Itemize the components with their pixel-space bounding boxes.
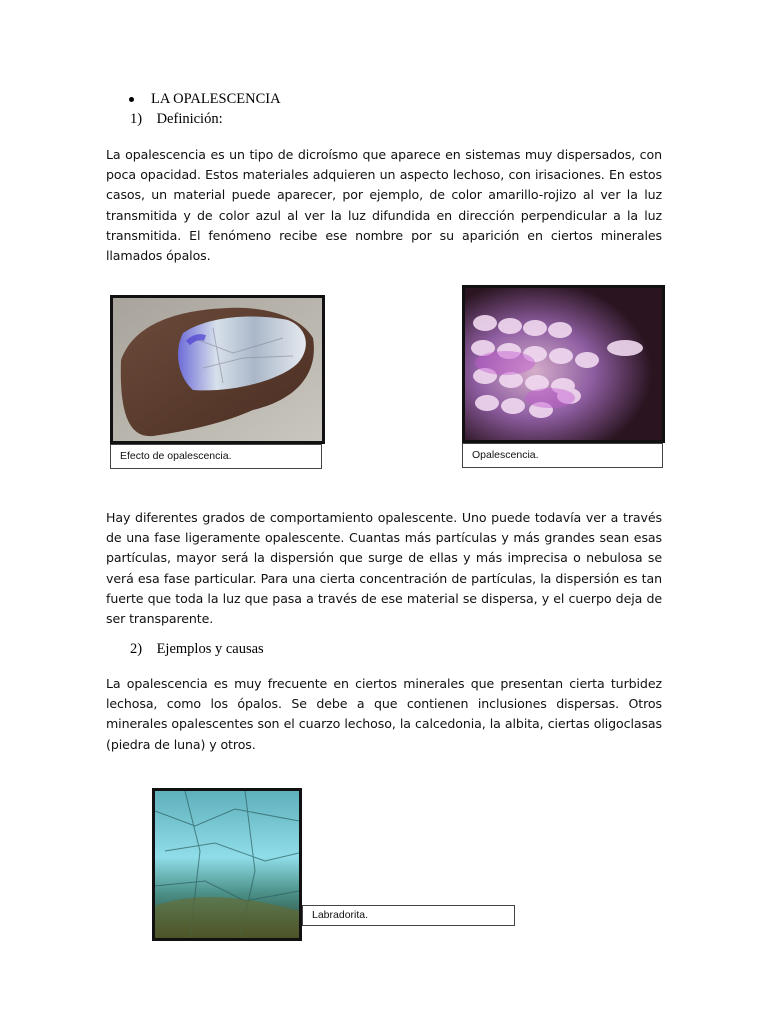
paragraph-ejemplos: La opalescencia es muy frecuente en ciertos minerales que presentan cierta turbidez lechosa, como los ópalos. Se debe a que contienen inclusiones dispersas. Otros minerales opalescentes son el cuarzo lechoso, la calcedonia, la albita, ciertas oligoclasas (piedra de luna) y otros. [106, 676, 662, 752]
bullet-dot [129, 97, 134, 102]
paragraph-definition: La opalescencia es un tipo de dicroísmo que aparece en sistemas muy dispersados, con poca opacidad. Estos materiales adquieren un aspecto lechoso, con irisaciones. En estos casos, un material puede aparecer, por ejemplo, de color amarillo-rojizo al ver la luz transmitida y de color azul al ver la luz difundida en dirección perpendicular a la luz transmitida. El fenómeno recibe ese nombre por su aparición en ciertos minerales llamados ópalos. [106, 147, 662, 264]
bullet-item [129, 91, 281, 108]
figure-caption [462, 443, 663, 468]
caption-opalescencia: Opalescencia. [472, 449, 539, 461]
caption-labradorita: Labradorita. [312, 909, 369, 921]
paragraph-grados: Hay diferentes grados de comportamiento opalescente. Uno puede todavía ver a través de una fase ligeramente opalescente. Cuantas más partículas y más grandes sean esas partículas, mayor será la dispersión que surge de ellas y más imprecisa o nebulosa se verá esa fase particular. Para una cierta concentración de partículas, la dispersión es tan fuerte que toda la luz que pasa a través de ese material se dispersa, y el cuerpo deja de ser transparente. [106, 510, 662, 627]
opal-rock-image [110, 295, 325, 444]
labradorite-image [152, 788, 302, 941]
bullet-title: LA OPALESCENCIA [151, 91, 281, 107]
section-heading-definicion: 1) Definición: [130, 111, 223, 127]
caption-efecto-opalescencia: Efecto de opalescencia. [120, 450, 232, 462]
section-heading-ejemplos: 2) Ejemplos y causas [130, 641, 264, 657]
opalescence-crystals-image [462, 285, 665, 443]
figure-caption [302, 905, 515, 926]
figure-caption [110, 444, 322, 469]
